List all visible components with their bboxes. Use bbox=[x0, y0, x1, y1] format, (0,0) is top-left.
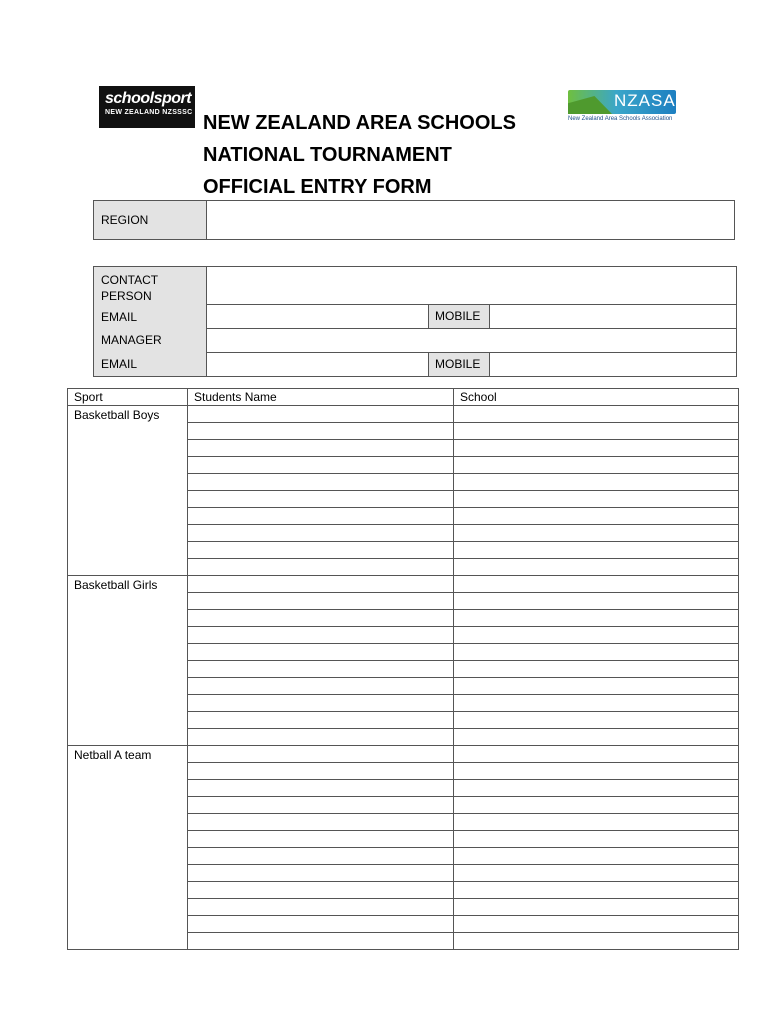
contact-box bbox=[93, 266, 737, 377]
student-name-cell[interactable] bbox=[188, 933, 454, 950]
school-cell[interactable] bbox=[454, 848, 739, 865]
student-name-cell[interactable] bbox=[188, 831, 454, 848]
school-cell[interactable] bbox=[454, 542, 739, 559]
contact-person-label bbox=[94, 267, 207, 307]
schoolsport-logo-text: schoolsport bbox=[105, 90, 192, 107]
schoolsport-logo-subtext: NEW ZEALAND NZSSSC bbox=[105, 109, 193, 116]
manager-email-field[interactable] bbox=[207, 353, 428, 376]
manager-mobile-field[interactable] bbox=[490, 353, 736, 376]
entries-header-row bbox=[68, 389, 739, 406]
student-name-cell[interactable] bbox=[188, 644, 454, 661]
manager-divider bbox=[207, 352, 736, 353]
school-cell[interactable] bbox=[454, 423, 739, 440]
email-divider bbox=[207, 328, 736, 329]
school-cell[interactable] bbox=[454, 576, 739, 593]
school-cell[interactable] bbox=[454, 661, 739, 678]
student-name-cell[interactable] bbox=[188, 899, 454, 916]
school-cell[interactable] bbox=[454, 729, 739, 746]
student-name-cell[interactable] bbox=[188, 814, 454, 831]
entries-body bbox=[68, 406, 739, 950]
student-name-cell[interactable] bbox=[188, 406, 454, 423]
sport-cell: Basketball Girls bbox=[68, 576, 188, 746]
contact-email-field[interactable] bbox=[207, 305, 428, 328]
student-name-cell[interactable] bbox=[188, 797, 454, 814]
student-name-cell[interactable] bbox=[188, 440, 454, 457]
school-cell[interactable] bbox=[454, 610, 739, 627]
contact-mobile-label: MOBILE bbox=[428, 305, 490, 329]
manager-label: MANAGER bbox=[94, 329, 207, 352]
school-cell[interactable] bbox=[454, 831, 739, 848]
contact-person-field[interactable] bbox=[207, 267, 736, 304]
school-cell[interactable] bbox=[454, 678, 739, 695]
nzasa-logo-text: NZASA bbox=[614, 91, 676, 110]
region-label: REGION bbox=[94, 201, 207, 239]
student-name-cell[interactable] bbox=[188, 542, 454, 559]
school-cell[interactable] bbox=[454, 491, 739, 508]
sport-cell: Netball A team bbox=[68, 746, 188, 950]
manager-mobile-label: MOBILE bbox=[428, 353, 490, 376]
nzasa-logo-subtitle: New Zealand Area Schools Association bbox=[568, 116, 673, 122]
col-header-students-name: Students Name bbox=[188, 389, 454, 406]
school-cell[interactable] bbox=[454, 780, 739, 797]
table-row bbox=[68, 406, 739, 423]
form-title bbox=[203, 107, 516, 203]
student-name-cell[interactable] bbox=[188, 610, 454, 627]
table-row bbox=[68, 576, 739, 593]
student-name-cell[interactable] bbox=[188, 491, 454, 508]
school-cell[interactable] bbox=[454, 814, 739, 831]
student-name-cell[interactable] bbox=[188, 763, 454, 780]
student-name-cell[interactable] bbox=[188, 457, 454, 474]
col-header-sport: Sport bbox=[68, 389, 188, 406]
student-name-cell[interactable] bbox=[188, 848, 454, 865]
student-name-cell[interactable] bbox=[188, 423, 454, 440]
student-name-cell[interactable] bbox=[188, 593, 454, 610]
school-cell[interactable] bbox=[454, 933, 739, 950]
school-cell[interactable] bbox=[454, 882, 739, 899]
table-row bbox=[68, 746, 739, 763]
school-cell[interactable] bbox=[454, 593, 739, 610]
school-cell[interactable] bbox=[454, 746, 739, 763]
contact-mobile-field[interactable] bbox=[490, 305, 736, 328]
student-name-cell[interactable] bbox=[188, 525, 454, 542]
school-cell[interactable] bbox=[454, 627, 739, 644]
student-name-cell[interactable] bbox=[188, 661, 454, 678]
school-cell[interactable] bbox=[454, 559, 739, 576]
school-cell[interactable] bbox=[454, 712, 739, 729]
student-name-cell[interactable] bbox=[188, 746, 454, 763]
entries-table bbox=[67, 388, 739, 950]
title-line-2: NATIONAL TOURNAMENT bbox=[203, 144, 452, 166]
school-cell[interactable] bbox=[454, 440, 739, 457]
student-name-cell[interactable] bbox=[188, 559, 454, 576]
school-cell[interactable] bbox=[454, 763, 739, 780]
school-cell[interactable] bbox=[454, 899, 739, 916]
school-cell[interactable] bbox=[454, 525, 739, 542]
sport-cell: Basketball Boys bbox=[68, 406, 188, 576]
student-name-cell[interactable] bbox=[188, 729, 454, 746]
student-name-cell[interactable] bbox=[188, 695, 454, 712]
school-cell[interactable] bbox=[454, 865, 739, 882]
school-cell[interactable] bbox=[454, 797, 739, 814]
student-name-cell[interactable] bbox=[188, 474, 454, 491]
contact-divider bbox=[207, 304, 736, 305]
nzasa-logo bbox=[568, 90, 678, 128]
school-cell[interactable] bbox=[454, 508, 739, 525]
schoolsport-logo bbox=[99, 86, 195, 128]
region-box bbox=[93, 200, 735, 240]
student-name-cell[interactable] bbox=[188, 576, 454, 593]
student-name-cell[interactable] bbox=[188, 678, 454, 695]
school-cell[interactable] bbox=[454, 474, 739, 491]
title-line-3: OFFICIAL ENTRY FORM bbox=[203, 176, 432, 198]
student-name-cell[interactable] bbox=[188, 865, 454, 882]
contact-person-label-text: CONTACT PERSON bbox=[101, 273, 158, 303]
contact-email-label: EMAIL bbox=[94, 307, 207, 329]
title-line-1: NEW ZEALAND AREA SCHOOLS bbox=[203, 112, 516, 134]
student-name-cell[interactable] bbox=[188, 508, 454, 525]
school-cell[interactable] bbox=[454, 457, 739, 474]
school-cell[interactable] bbox=[454, 695, 739, 712]
school-cell[interactable] bbox=[454, 916, 739, 933]
manager-email-label: EMAIL bbox=[94, 352, 207, 376]
student-name-cell[interactable] bbox=[188, 780, 454, 797]
student-name-cell[interactable] bbox=[188, 916, 454, 933]
student-name-cell[interactable] bbox=[188, 882, 454, 899]
region-field[interactable] bbox=[207, 201, 734, 239]
student-name-cell[interactable] bbox=[188, 627, 454, 644]
school-cell[interactable] bbox=[454, 644, 739, 661]
student-name-cell[interactable] bbox=[188, 712, 454, 729]
manager-field[interactable] bbox=[207, 329, 736, 352]
school-cell[interactable] bbox=[454, 406, 739, 423]
col-header-school: School bbox=[454, 389, 739, 406]
